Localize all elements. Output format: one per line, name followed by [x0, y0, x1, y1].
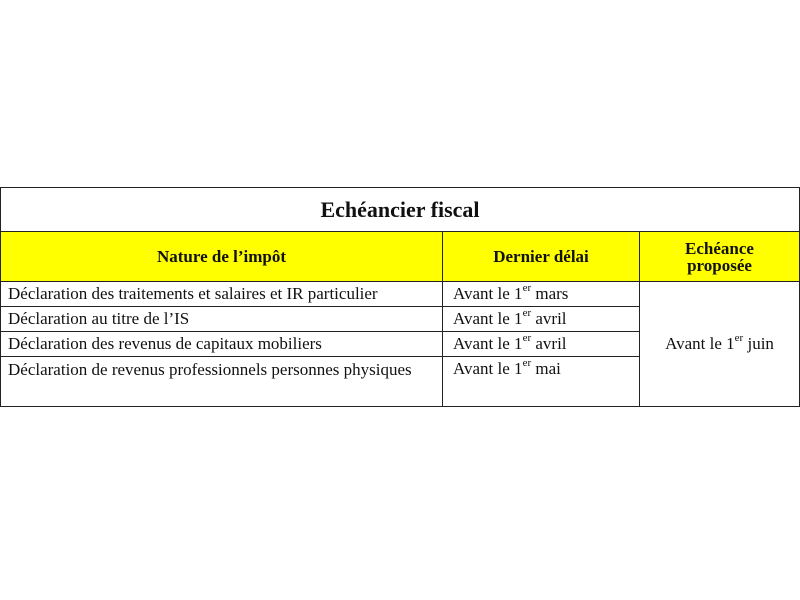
title-row: [1, 188, 800, 232]
deadline-month: avril: [531, 334, 567, 353]
deadline-month: mars: [531, 284, 569, 303]
table-row: [1, 282, 800, 307]
proposed-deadline: [640, 282, 800, 407]
deadline-month: mai: [531, 359, 561, 378]
deadline-prefix: Avant le 1: [453, 309, 523, 328]
deadline-prefix: Avant le 1: [453, 359, 523, 378]
row-nature: Déclaration des traitements et salaires et IR particulier: [1, 282, 443, 307]
deadline-month: avril: [531, 309, 567, 328]
deadline-prefix: Avant le 1: [453, 334, 523, 353]
row-deadline: [443, 307, 640, 332]
header-nature: Nature de l’impôt: [1, 232, 443, 282]
row-deadline: [443, 282, 640, 307]
header-row: [1, 232, 800, 282]
row-nature: Déclaration au titre de l’IS: [1, 307, 443, 332]
header-deadline: Dernier délai: [443, 232, 640, 282]
proposed-ordinal: er: [734, 332, 744, 345]
header-proposed: [640, 232, 800, 282]
deadline-prefix: Avant le 1: [453, 284, 523, 303]
table-title: Echéancier fiscal: [1, 188, 800, 232]
deadline-ordinal: er: [522, 332, 532, 345]
row-nature: Déclaration de revenus professionnels personnes physiques: [1, 357, 443, 407]
proposed-month: juin: [743, 334, 774, 353]
deadline-ordinal: er: [522, 307, 532, 320]
row-nature: Déclaration des revenus de capitaux mobiliers: [1, 332, 443, 357]
header-proposed-line2: proposée: [687, 255, 752, 275]
header-proposed-line1: Echéance: [685, 238, 754, 258]
deadline-ordinal: er: [522, 357, 532, 370]
tax-schedule-table: [0, 187, 800, 407]
row-deadline: [443, 357, 640, 407]
proposed-prefix: Avant le 1: [665, 334, 735, 353]
tax-schedule: [0, 187, 799, 407]
row-deadline: [443, 332, 640, 357]
deadline-ordinal: er: [522, 282, 532, 295]
